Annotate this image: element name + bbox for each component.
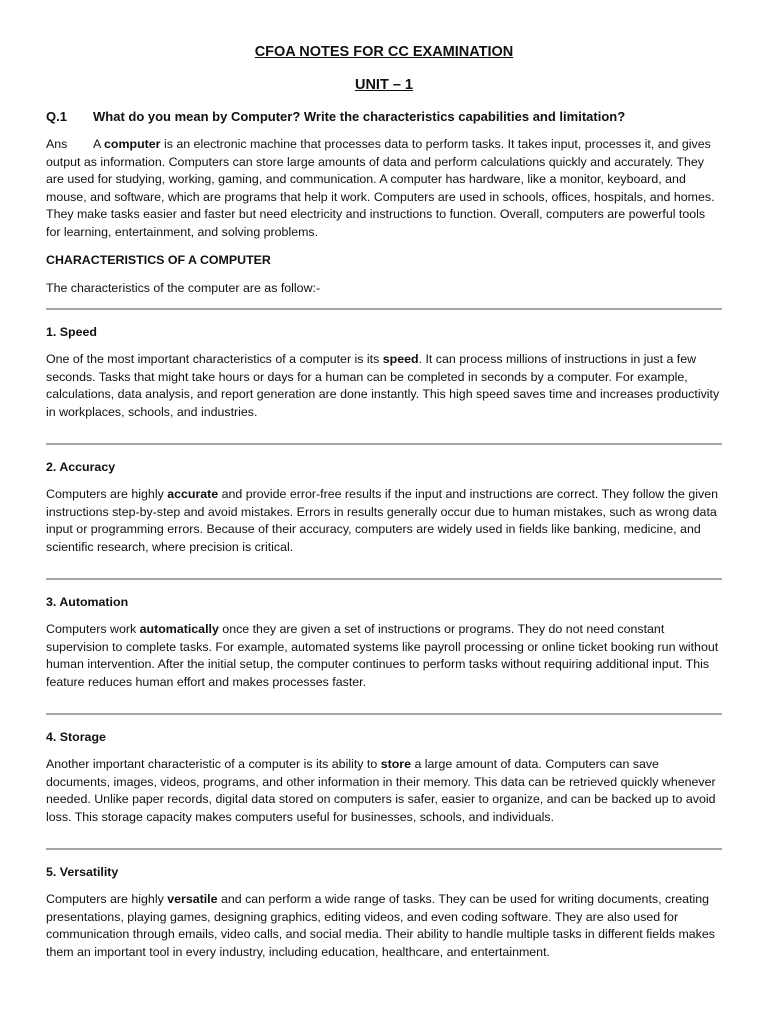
section-body-automation	[46, 621, 722, 691]
answer-paragraph	[46, 136, 722, 242]
section-bold-term: store	[380, 757, 411, 771]
section-text-before: One of the most important characteristics of a computer is its	[46, 352, 383, 366]
section-divider	[46, 578, 722, 580]
section-text-before: Computers are highly	[46, 892, 168, 906]
section-text-after: and can perform a wide range of tasks. They can be used for writing documents, creating presentations, playing games, designing graphics, editing videos, and even coding software. They are also used for communication through emails, video calls, and social media. Their ability to handle multiple tasks in different fields makes them an important tool in every industry, including education, healthcare, and entertainment.	[46, 892, 715, 959]
question-number: Q.1	[46, 109, 67, 124]
question	[46, 108, 726, 126]
section-bold-term: versatile	[167, 892, 218, 906]
answer-text-after: is an electronic machine that processes data to perform tasks. It takes input, processes it, and gives output as information. Computers can store large amounts of data and perform calculations quickly and accurately. They are used for studying, working, gaming, and communication. A computer has hardware, like a monitor, keyboard, and mouse, and software, which are programs that help it work. Computers are used in schools, offices, hospitals, and homes. They make tasks easier and faster but need electricity and instructions to function. Overall, computers are powerful tools for learning, entertainment, and solving problems.	[46, 137, 715, 239]
section-body-speed	[46, 351, 722, 421]
section-title-speed: 1. Speed	[46, 325, 97, 339]
answer-label: Ans	[46, 137, 68, 151]
answer-text-before: A	[93, 137, 105, 151]
section-title-automation: 3. Automation	[46, 595, 129, 609]
section-divider	[46, 848, 722, 850]
section-bold-term: speed	[382, 352, 419, 366]
section-text-after: once they are given a set of instructions or programs. They do not need constant supervision to complete tasks. For example, automated systems like payroll processing or online ticket booking run without human intervention. After the initial setup, the computer continues to perform tasks without requiring additional input. This feature reduces human effort and makes processes faster.	[46, 622, 719, 689]
section-text-before: Computers are highly	[46, 487, 168, 501]
section-body-storage	[46, 756, 722, 826]
document-title: CFOA NOTES FOR CC EXAMINATION	[254, 44, 514, 60]
section-text-after: and provide error-free results if the input and instructions are correct. They follow the given instructions step-by-step and avoid mistakes. Errors in results generally occur due to human mistakes, such as wrong data input or programming errors. Because of their accuracy, computers are widely used in fields like banking, medicine, and scientific research, where precision is critical.	[46, 487, 718, 554]
section-divider	[46, 443, 722, 445]
section-title-accuracy: 2. Accuracy	[46, 460, 116, 474]
section-text-before: Computers work	[46, 622, 140, 636]
section-bold-term: accurate	[167, 487, 219, 501]
section-title-storage: 4. Storage	[46, 730, 106, 744]
section-body-versatility	[46, 891, 722, 961]
section-divider	[46, 713, 722, 715]
section-divider	[46, 308, 722, 310]
section-title-versatility: 5. Versatility	[46, 865, 119, 879]
section-text-before: Another important characteristic of a computer is its ability to	[46, 757, 381, 771]
section-text-after: a large amount of data. Computers can save documents, images, videos, programs, and other information in their memory. This data can be retrieved quickly whenever needed. Unlike paper records, digital data stored on computers is safer, easier to organize, and can be backed up to avoid loss. This storage capacity makes computers useful for businesses, schools, and individuals.	[46, 757, 716, 824]
section-body-accuracy	[46, 486, 722, 556]
section-text-after: . It can process millions of instructions in just a few seconds. Tasks that might take hours or days for a human can be completed in seconds by a computer. For example, calculations, data analysis, and report generation are done instantly. This high speed saves time and increases productivity in workplaces, schools, and industries.	[46, 352, 720, 419]
question-text: What do you mean by Computer? Write the characteristics capabilities and limitation?	[93, 109, 626, 124]
section-bold-term: automatically	[139, 622, 219, 636]
characteristics-heading: CHARACTERISTICS OF A COMPUTER	[46, 253, 271, 267]
answer-bold-term: computer	[104, 137, 161, 151]
characteristics-intro: The characteristics of the computer are as follow:-	[46, 281, 321, 295]
unit-heading: UNIT – 1	[354, 77, 413, 93]
